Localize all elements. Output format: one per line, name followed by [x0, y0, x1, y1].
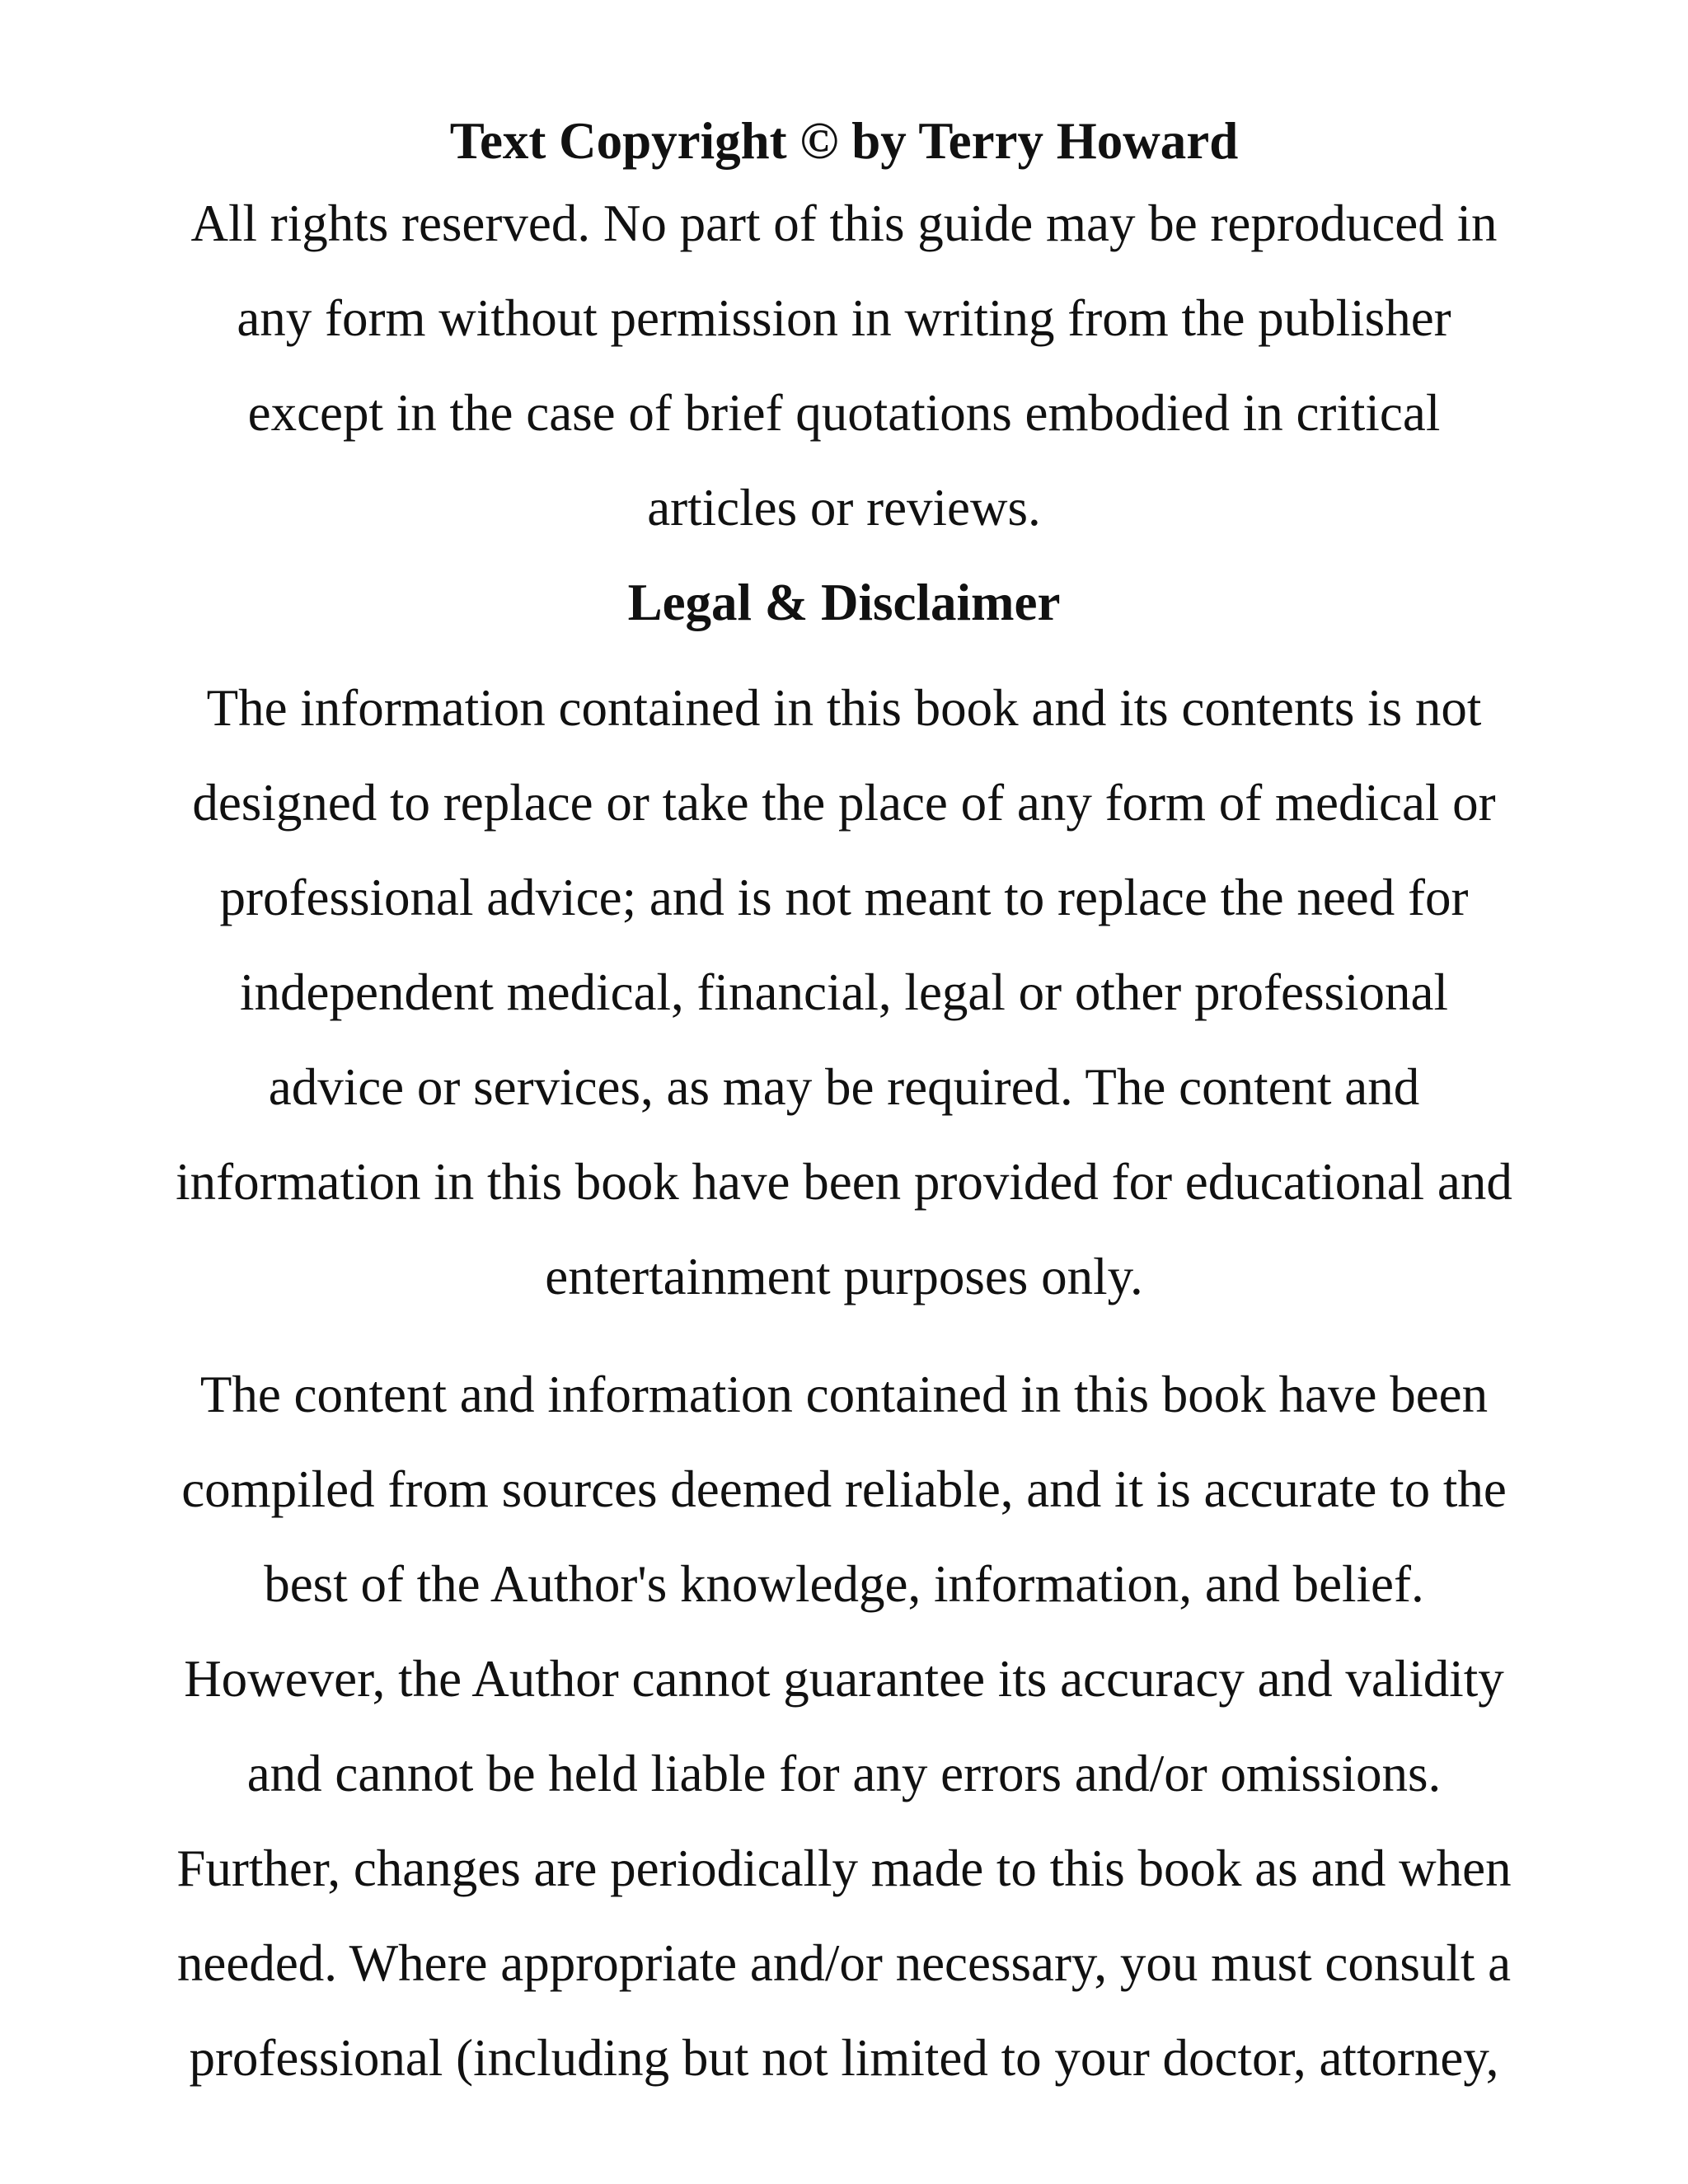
disclaimer-line: advice or services, as may be required. The content and	[268, 1058, 1420, 1116]
disclaimer-line: The information contained in this book and its contents is not	[206, 679, 1482, 737]
disclaimer-line: However, the Author cannot guarantee its accuracy and validity	[184, 1650, 1504, 1708]
copyright-heading: Text Copyright © by Terry Howard	[449, 112, 1239, 170]
rights-paragraph	[115, 176, 1573, 555]
disclaimer-line: The content and information contained in this book have been	[199, 1366, 1489, 1423]
rights-line: any form without permission in writing from the publisher	[237, 289, 1451, 347]
disclaimer-line: professional (including but not limited to your doctor, attorney,	[189, 2029, 1499, 2087]
disclaimer-line: Further, changes are periodically made to this book as and when	[176, 1840, 1512, 1897]
rights-line: All rights reserved. No part of this guide may be reproduced in	[190, 194, 1498, 252]
disclaimer-line: best of the Author's knowledge, information, and belief.	[264, 1555, 1424, 1613]
disclaimer-line: entertainment purposes only.	[545, 1248, 1143, 1305]
rights-line: articles or reviews.	[647, 479, 1041, 537]
disclaimer-line: and cannot be held liable for any errors and/or omissions.	[246, 1745, 1442, 1802]
document-body	[115, 105, 1573, 2106]
disclaimer-line: information in this book have been provided for educational and	[176, 1153, 1512, 1211]
disclaimer-line: professional advice; and is not meant to replace the need for	[219, 869, 1469, 926]
disclaimer-paragraph-1	[115, 661, 1573, 1324]
disclaimer-line: independent medical, financial, legal or other professional	[240, 963, 1448, 1021]
disclaimer-line: needed. Where appropriate and/or necessary, you must consult a	[176, 1934, 1512, 1992]
rights-line: except in the case of brief quotations embodied in critical	[247, 384, 1441, 442]
disclaimer-line: compiled from sources deemed reliable, and it is accurate to the	[181, 1460, 1507, 1518]
disclaimer-line: designed to replace or take the place of any form of medical or	[192, 774, 1496, 832]
disclaimer-paragraph-2	[115, 1347, 1573, 2106]
legal-disclaimer-heading: Legal & Disclaimer	[627, 574, 1061, 631]
